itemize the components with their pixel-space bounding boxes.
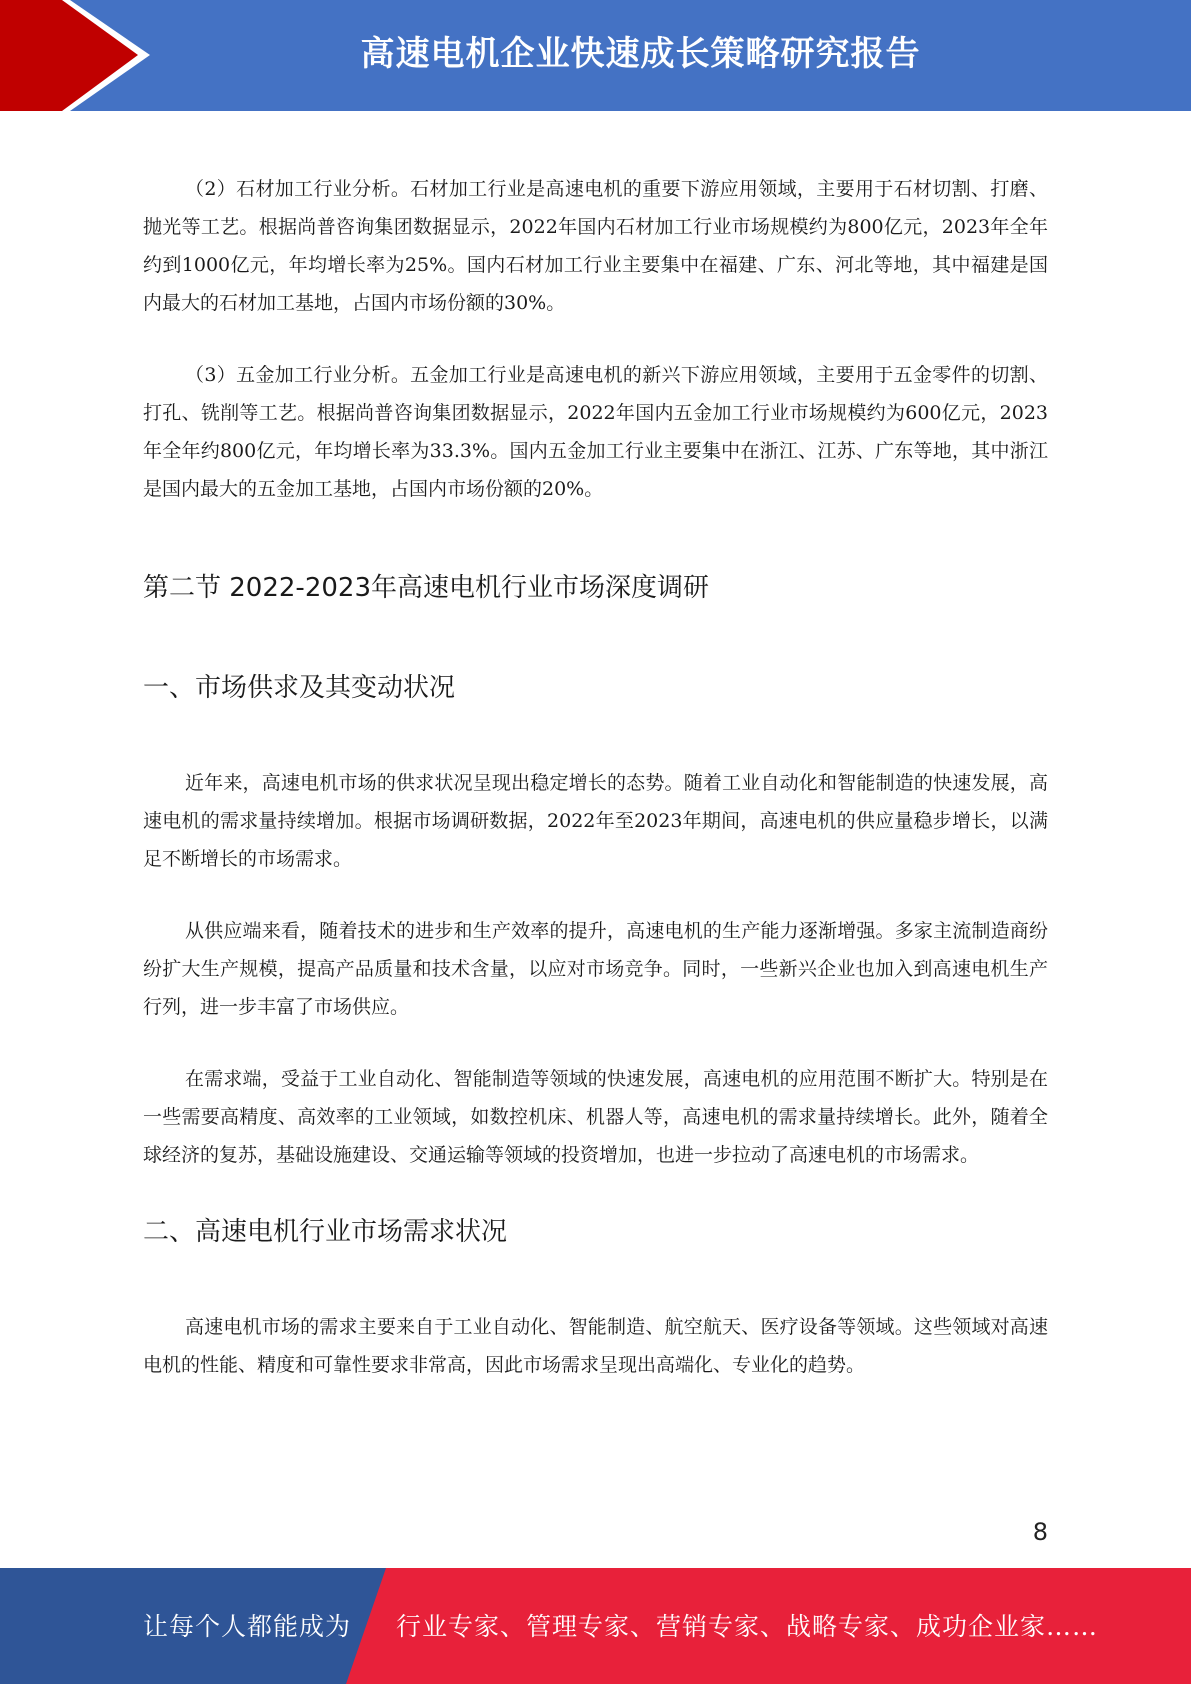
page-content [143, 170, 1048, 1418]
footer-slogan-right: 行业专家、管理专家、营销专家、战略专家、成功企业家…… [396, 1612, 1099, 1641]
report-title: 高速电机企业快速成长策略研究报告 [360, 34, 921, 74]
page-footer [0, 1568, 1191, 1684]
paragraph-market-overview: 近年来，高速电机市场的供求状况呈现出稳定增长的态势。随着工业自动化和智能制造的快速发展，高速电机的需求量持续增加。根据市场调研数据，2022年至2023年期间，高速电机的供应量稳步增长，以满足不断增长的市场需求。 [143, 772, 1048, 870]
paragraph-demand-sources: 高速电机市场的需求主要来自于工业自动化、智能制造、航空航天、医疗设备等领域。这些领域对高速电机的性能、精度和可靠性要求非常高，因此市场需求呈现出高端化、专业化的趋势。 [143, 1316, 1048, 1376]
paragraph-demand-side: 在需求端，受益于工业自动化、智能制造等领域的快速发展，高速电机的应用范围不断扩大。特别是在一些需要高精度、高效率的工业领域，如数控机床、机器人等，高速电机的需求量持续增长。此外，随着全球经济的复苏，基础设施建设、交通运输等领域的投资增加，也进一步拉动了高速电机的市场需求。 [143, 1068, 1048, 1166]
paragraph-stone-processing: （2）石材加工行业分析。石材加工行业是高速电机的重要下游应用领域，主要用于石材切割、打磨、抛光等工艺。根据尚普咨询集团数据显示，2022年国内石材加工行业市场规模约为800亿元，2023年全年约到1000亿元，年均增长率为25%。国内石材加工行业主要集中在福建、广东、河北等地，其中福建是国内最大的石材加工基地，占国内市场份额的30%。 [143, 178, 1048, 314]
section-heading: 第二节 2022-2023年高速电机行业市场深度调研 [143, 573, 709, 603]
paragraph-supply-side: 从供应端来看，随着技术的进步和生产效率的提升，高速电机的生产能力逐渐增强。多家主流制造商纷纷扩大生产规模，提高产品质量和技术含量，以应对市场竞争。同时，一些新兴企业也加入到高速电机生产行列，进一步丰富了市场供应。 [143, 920, 1048, 1018]
subsection-heading-supply-demand: 一、市场供求及其变动状况 [143, 673, 456, 703]
footer-slogan-left: 让每个人都能成为 [143, 1612, 352, 1641]
paragraph-hardware-processing: （3）五金加工行业分析。五金加工行业是高速电机的新兴下游应用领域，主要用于五金零件的切割、打孔、铣削等工艺。根据尚普咨询集团数据显示，2022年国内五金加工行业市场规模约为600亿元，2023年全年约800亿元，年均增长率为33.3%。国内五金加工行业主要集中在浙江、江苏、广东等地，其中浙江是国内最大的五金加工基地，占国内市场份额的20%。 [143, 364, 1048, 500]
page-header [0, 0, 1191, 111]
subsection-heading-demand: 二、高速电机行业市场需求状况 [143, 1217, 508, 1247]
page-number: 8 [1032, 1518, 1048, 1546]
